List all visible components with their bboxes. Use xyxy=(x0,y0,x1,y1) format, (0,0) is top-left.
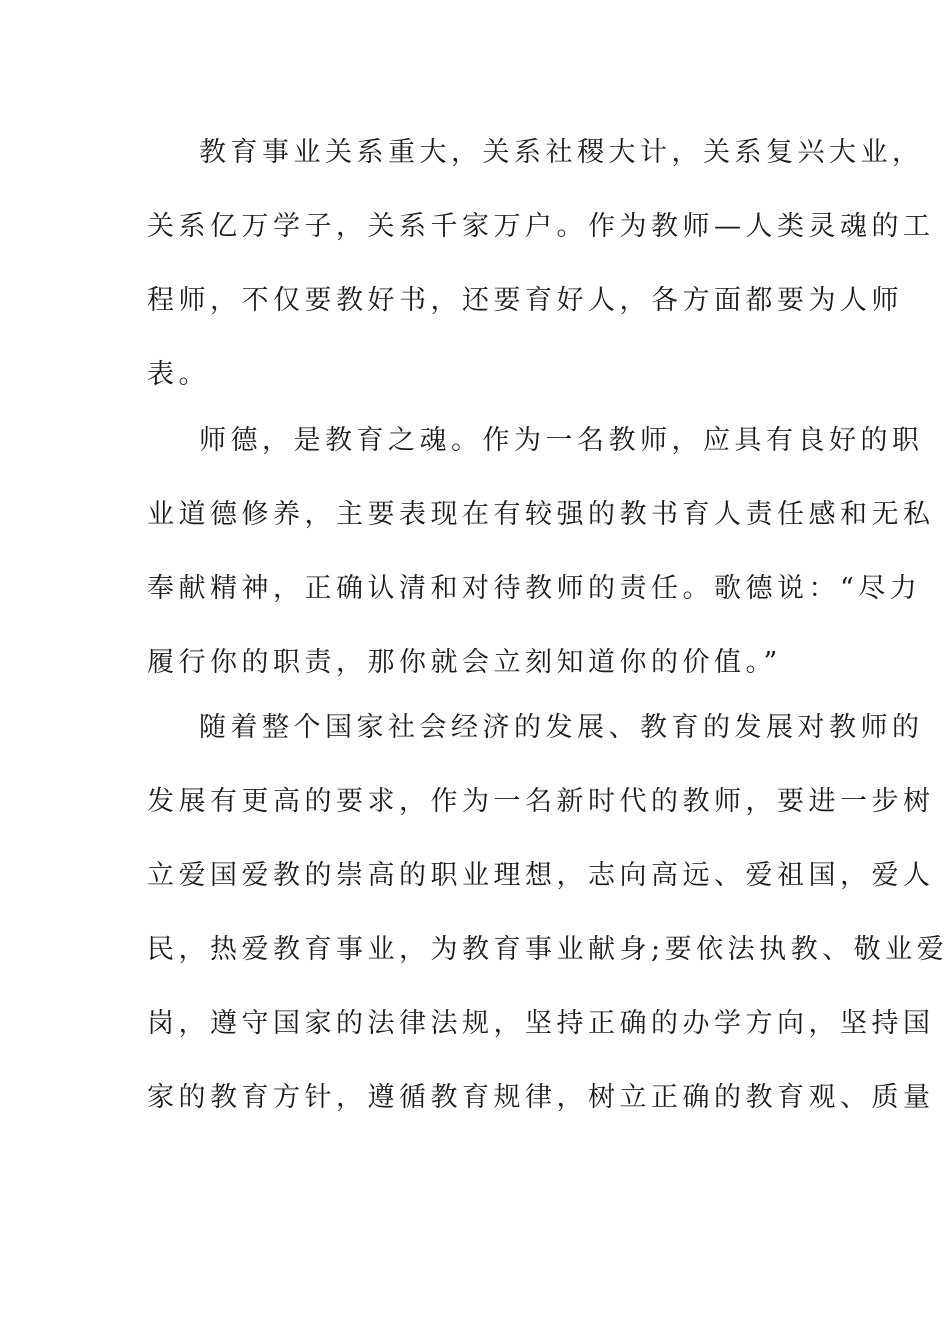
paragraph-2-line-1: 师德，是教育之魂。作为一名教师，应具有良好的职 xyxy=(199,425,924,456)
paragraph-1-line-4: 表。 xyxy=(147,359,210,390)
paragraph-3-line-5: 岗，遵守国家的法律法规，坚持正确的办学方向，坚持国 xyxy=(147,1008,935,1039)
paragraph-3-line-6: 家的教育方针，遵循教育规律，树立正确的教育观、质量 xyxy=(147,1082,935,1113)
paragraph-3-line-4: 民，热爱教育事业，为教育事业献身;要依法执教、敬业爱 xyxy=(147,934,949,965)
paragraph-2-line-3: 奉献精神，正确认清和对待教师的责任。歌德说：“尽力 xyxy=(147,573,922,604)
paragraph-2-line-4: 履行你的职责，那你就会立刻知道你的价值。” xyxy=(147,647,782,678)
paragraph-1-line-2: 关系亿万学子，关系千家万户。作为教师—人类灵魂的工 xyxy=(147,211,935,242)
paragraph-3-line-2: 发展有更高的要求，作为一名新时代的教师，要进一步树 xyxy=(147,786,935,817)
paragraph-1-line-3: 程师，不仅要教好书，还要育好人，各方面都要为人师 xyxy=(147,285,903,316)
paragraph-3-line-3: 立爱国爱教的崇高的职业理想，志向高远、爱祖国，爱人 xyxy=(147,860,935,891)
paragraph-1-line-1: 教育事业关系重大，关系社稷大计，关系复兴大业， xyxy=(199,137,924,168)
paragraph-3-line-1: 随着整个国家社会经济的发展、教育的发展对教师的 xyxy=(199,712,924,743)
paragraph-2-line-2: 业道德修养，主要表现在有较强的教书育人责任感和无私 xyxy=(147,499,935,530)
